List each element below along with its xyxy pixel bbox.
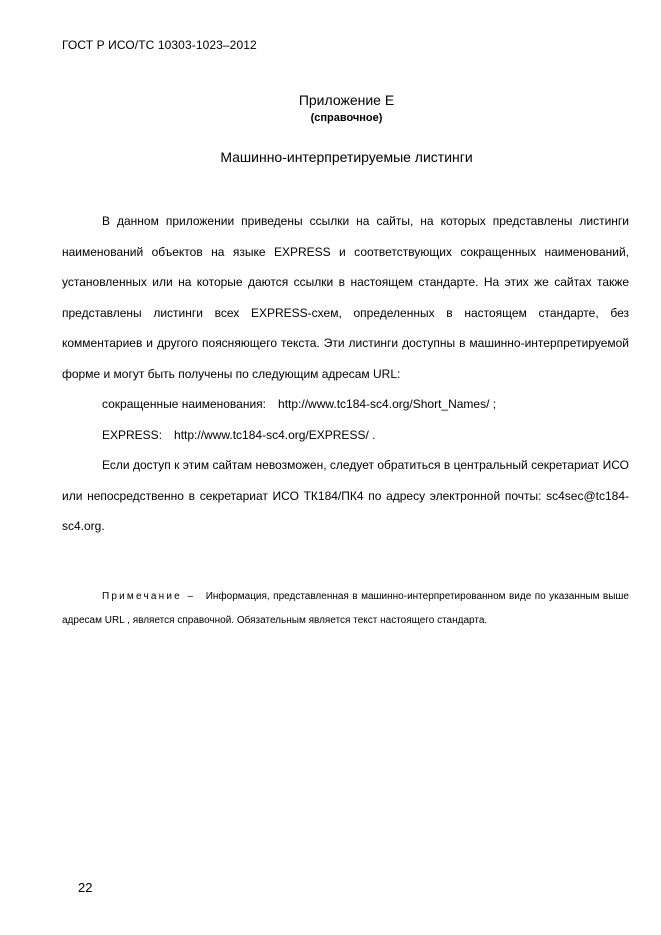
appendix-title: Приложение Е [298, 92, 395, 108]
express-url: http://www.tc184-sc4.org/EXPRESS/ . [174, 427, 376, 442]
express-label: EXPRESS: [102, 427, 163, 442]
short-names-label: сокращенные наименования: [102, 397, 267, 411]
section-title: Машинно-интерпретируемые листинги [220, 149, 473, 165]
body-paragraph-intro: В данном приложении приведены ссылки на сайты, на которых представлены листинги наименований объектов на языке EXPRESS и соответствующих сокращенных наименований, установленных или на которые даются ссылки в настоящем стандарте. На этих же сайтах также представлены листинги всех EXPRESS-схем, определенных в настоящем стандарте, без комментариев и другого поясняющего текста. Эти листинги доступны в машинно-интерпретируемой форме и могут быть получены по следующим адресам URL: [62, 214, 629, 381]
standard-code-header: ГОСТ Р ИСО/ТС 10303-1023–2012 [62, 38, 257, 52]
page-number: 22 [78, 880, 93, 895]
note-label: Примечание – [102, 591, 196, 602]
short-names-url: http://www.tc184-sc4.org/Short_Names/ ; [278, 397, 497, 411]
express-line [62, 420, 629, 451]
appendix-subtitle: (справочное) [310, 112, 383, 124]
body-text [62, 206, 629, 542]
note-text: Информация, представленная в машинно-интерпретированном виде по указанным выше адресам URL , является справочной. Обязательным является текст настоящего стандарта. [62, 591, 629, 626]
note [62, 585, 629, 633]
short-names-line [62, 389, 629, 420]
body-paragraph-contact: Если доступ к этим сайтам невозможен, следует обратиться в центральный секретариат ИСО или непосредственно в секретариат ИСО ТК184/ПК4 по адресу электронной почты: sc4sec@tc184-sc4.org. [62, 458, 629, 533]
